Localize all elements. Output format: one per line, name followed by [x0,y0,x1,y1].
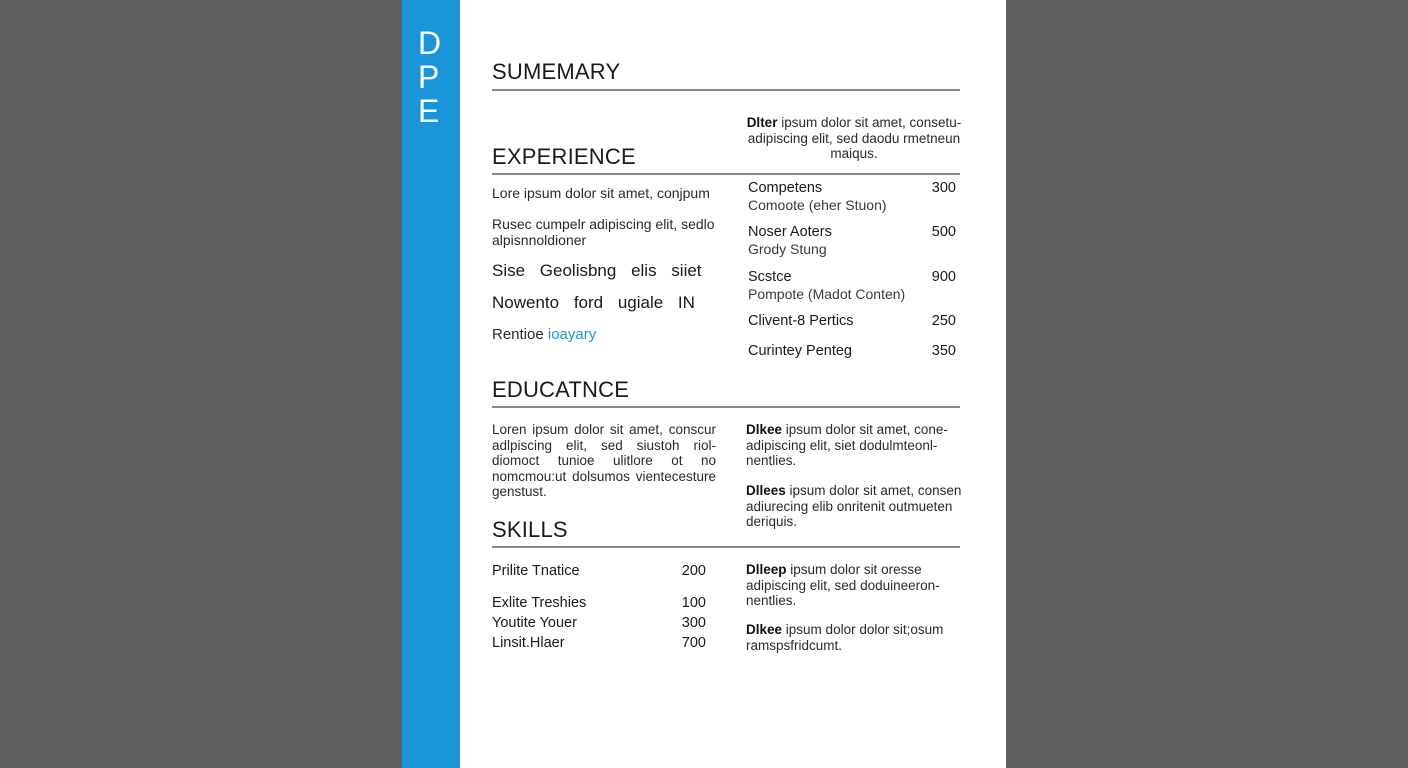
skill-row [492,635,706,651]
experience-item [748,224,960,257]
skills-para-text: ipsum dolor sit oresse adipiscing elit, sed doduineeron- nentlies. [746,562,940,608]
experience-item-name: Noser Aoters [748,224,832,240]
experience-item [748,343,960,359]
resume-content [492,0,962,768]
education-para-bold: Dlkee [746,422,783,437]
education-para-text: ipsum dolor sit amet, consen adiurecing elib onritenit outmueten deriquis. [746,483,962,529]
summary-heading: SUMEMARY [492,59,621,84]
education-para-bold: Dllees [746,483,786,498]
experience-item-value: 300 [931,180,956,196]
education-para-text: ipsum dolor sit amet, cone- adipiscing elit, siet dodulmteonl- nentlies. [746,422,948,468]
experience-item-name: Scstce [748,269,792,285]
experience-item-sub: Pompote (Madot Conten) [748,286,906,302]
skill-name: Linsit.Hlaer [492,635,565,651]
skills-para-bold: Dlleep [746,562,787,577]
monogram-letter-1: D [418,25,442,61]
education-heading: EDUCATNCE [492,377,630,402]
experience-heading: EXPERIENCE [492,144,636,169]
experience-item [748,313,960,329]
summary-text [746,115,962,162]
resume-page [402,0,1006,768]
experience-item-value: 500 [931,224,956,240]
skill-value: 700 [681,635,706,651]
education-para [746,422,962,469]
skill-name: Exlite Treshies [492,595,587,611]
education-divider [492,406,960,408]
skill-value: 200 [681,563,706,579]
education-text: Loren ipsum dolor sit amet, conscur adlpiscing elit, sed siustoh riol- diomoct tunioe ulitlore ot no nomcmou:ut dolsumos vientecesture genstust. [492,422,716,499]
skill-name: Youtite Youer [492,615,577,631]
skill-row [492,563,706,579]
skills-para [746,562,962,609]
skill-name: Prilite Tnatice [492,563,580,579]
experience-big-line-2: Nowento ford ugiale IN [492,293,695,312]
skills-divider [492,546,960,548]
experience-line-1: Lore ipsum dolor sit amet, conjpum [492,185,710,201]
monogram [418,26,441,128]
experience-big-line-1: Sise Geolisbng elis siiet [492,261,702,280]
experience-item-value: 900 [931,269,956,285]
experience-line-2: Rusec cumpelr adipiscing elit, sedlo alpisnnoldioner [492,216,715,248]
experience-link-prefix: Rentioe [492,326,544,343]
skills-para-text: ipsum dolor dolor sit;osum ramspsfridcumt. [746,622,944,653]
skill-value: 300 [681,615,706,631]
skills-heading: SKILLS [492,517,568,542]
summary-text-bold: Dlter [746,115,778,130]
experience-item [748,180,960,213]
skill-row [492,595,706,611]
experience-divider [492,173,960,175]
experience-item-name: Competens [748,180,823,196]
monogram-letter-3: E [418,93,440,129]
sidebar-accent-bar [402,0,460,768]
monogram-letter-2: P [418,59,440,95]
skill-value: 100 [681,595,706,611]
experience-link-line [492,326,596,343]
experience-item-sub: Grody Stung [748,241,827,257]
experience-item-name: Clivent-8 Pertics [748,313,854,329]
summary-divider [492,89,960,91]
experience-item [748,269,960,302]
skills-para [746,622,962,653]
experience-item-value: 250 [931,313,956,329]
skill-row [492,615,706,631]
education-para [746,483,962,530]
summary-text-body: ipsum dolor sit amet, consetu- adipiscing elit, sed daodu rmetneun maiqus. [747,115,962,161]
experience-item-name: Curintey Penteg [748,343,852,359]
experience-link[interactable]: ioayary [547,326,597,343]
experience-item-value: 350 [931,343,956,359]
experience-item-sub: Comoote (eher Stuon) [748,197,887,213]
skills-para-bold: Dlkee [746,622,783,637]
